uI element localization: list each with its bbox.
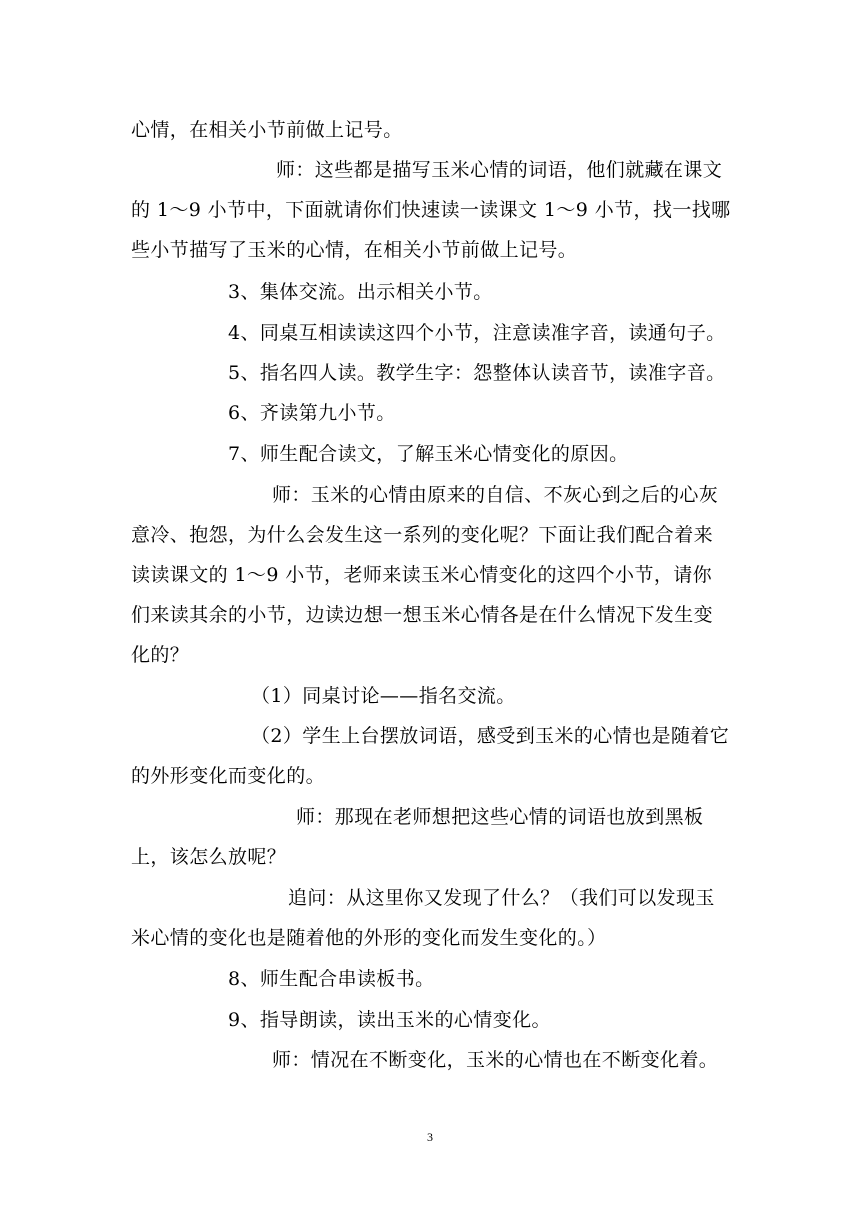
- paragraph: 6、齐读第九小节。: [228, 402, 396, 424]
- paragraph: 5、指名四人读。教学生字：怨整体认读音节，读准字音。: [228, 362, 726, 384]
- paragraph: 3、集体交流。出示相关小节。: [228, 281, 493, 303]
- paragraph: 师：玉米的心情由原来的自信、不灰心到之后的心灰意冷、抱怨，为什么会发生这一系列的变化呢？下面让我们配合着来读读课文的 1～9 小节，老师来读玉米心情变化的这四个小节，请你们来读其余的小节，边读边想一想玉米心情各是在什么情况下发生变化的？: [131, 484, 719, 666]
- paragraph: 8、师生配合串读板书。: [228, 968, 435, 990]
- paragraph: 9、指导朗读，读出玉米的心情变化。: [228, 1009, 551, 1031]
- paragraph: 师：这些都是描写玉米心情的词语，他们就藏在课文的 1～9 小节中，下面就请你们快速读一读课文 1～9 小节，找一找哪些小节描写了玉米的心情，在相关小节前做上记号。: [131, 159, 731, 261]
- paragraph: 追问：从这里你又发现了什么？（我们可以发现玉米心情的变化也是随着他的外形的变化而发生变化的。）: [131, 887, 715, 949]
- paragraph: 师：那现在老师想把这些心情的词语也放到黑板上，该怎么放呢？: [131, 806, 704, 868]
- paragraph: 师：情况在不断变化，玉米的心情也在不断变化着。: [272, 1049, 719, 1071]
- paragraph: 7、师生配合读文，了解玉米心情变化的原因。: [228, 443, 629, 465]
- paragraph: 心情，在相关小节前做上记号。: [131, 119, 403, 141]
- paragraph: 4、同桌互相读读这四个小节，注意读准字音，读通句子。: [228, 322, 726, 344]
- paragraph: （2）学生上台摆放词语，感受到玉米的心情也是随着它的外形变化而变化的。: [131, 725, 730, 787]
- paragraph: （1）同桌讨论——指名交流。: [251, 685, 516, 707]
- page-number: 3: [427, 1130, 433, 1144]
